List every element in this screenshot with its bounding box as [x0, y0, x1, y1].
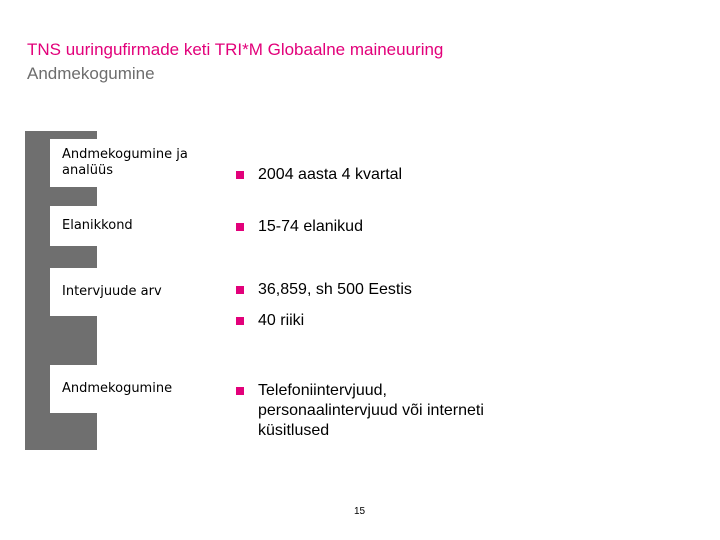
- bullet-square-icon: [236, 286, 244, 294]
- slide-subtitle: Andmekogumine: [27, 64, 155, 83]
- bullet-text: 40 riiki: [258, 312, 305, 329]
- bullet-square-icon: [236, 387, 244, 395]
- bullet-text: 15-74 elanikud: [258, 218, 363, 235]
- label-text: Elanikkond: [62, 218, 133, 233]
- slide-title: TNS uuringufirmade keti TRI*M Globaalne maineuuring: [27, 40, 444, 59]
- bullet-square-icon: [236, 171, 244, 179]
- label-text: Andmekogumine: [62, 381, 173, 396]
- bullet-text: 2004 aasta 4 kvartal: [258, 166, 403, 183]
- bullet-square-icon: [236, 223, 244, 231]
- bullet-text: 36,859, sh 500 Eestis: [258, 281, 412, 298]
- label-text: Andmekogumine ja analüüs: [62, 147, 188, 178]
- label-text: Intervjuude arv: [62, 284, 162, 299]
- bullet-text: Telefoniintervjuud, personaalintervjuud või interneti küsitlused: [258, 382, 484, 439]
- page-number: 15: [354, 506, 366, 517]
- label-population: [50, 206, 210, 246]
- bullet-item: [236, 311, 696, 331]
- label-data-collection: [50, 365, 210, 413]
- bullet-square-icon: [236, 317, 244, 325]
- bullet-item: [236, 280, 696, 300]
- label-data-collection-analysis: [50, 139, 210, 187]
- label-interview-count: [50, 268, 210, 316]
- bullet-item: [236, 165, 696, 185]
- bullet-item: [236, 381, 696, 441]
- bullet-item: [236, 217, 696, 237]
